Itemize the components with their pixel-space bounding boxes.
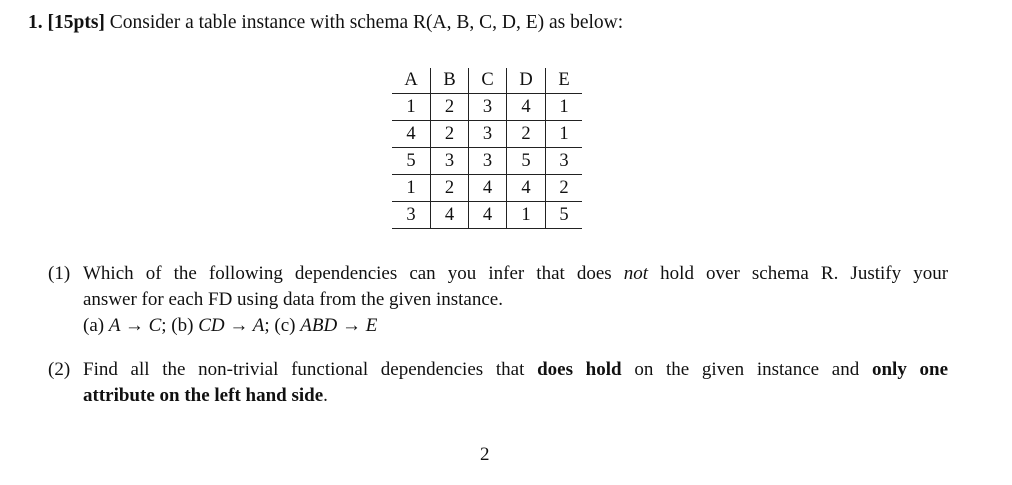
table-cell: 2 — [431, 175, 469, 202]
table-cell: 3 — [546, 148, 583, 175]
fd-label-b: ; (b) — [161, 315, 194, 336]
table-row — [392, 94, 582, 121]
fd-a: A → C — [108, 315, 162, 336]
page-number: 2 — [480, 444, 490, 465]
table-cell: 1 — [406, 97, 416, 117]
table-cell: 5 — [406, 151, 416, 171]
table-cell: 3 — [469, 148, 507, 175]
relation-instance-table — [392, 68, 582, 229]
part-1-line-1 — [83, 261, 948, 287]
part-2-bold: attribute on the left hand side — [83, 385, 324, 406]
column-header: B — [431, 68, 469, 94]
table-cell: 3 — [431, 148, 469, 175]
table-cell: 5 — [546, 202, 583, 229]
part-2-line-2 — [83, 383, 948, 409]
column-header: A — [404, 70, 418, 90]
part-2-bold: only one — [871, 359, 949, 380]
table-cell: 1 — [507, 202, 546, 229]
table-cell: 2 — [507, 121, 546, 148]
part-1 — [48, 261, 948, 339]
table-cell: 4 — [507, 175, 546, 202]
part-1-text: Which of the following dependencies can you infer that does — [83, 263, 612, 284]
table-cell: 1 — [406, 178, 416, 198]
part-2-line-1 — [83, 357, 948, 383]
table-row — [392, 175, 582, 202]
table-cell: 2 — [431, 121, 469, 148]
question-points: [15pts] — [47, 12, 105, 33]
table-cell: 5 — [507, 148, 546, 175]
table-cell: 1 — [546, 94, 583, 121]
part-1-number: (1) — [48, 263, 71, 284]
table-cell: 2 — [431, 94, 469, 121]
fd-c: ABD → E — [300, 315, 378, 336]
table-row — [392, 148, 582, 175]
part-2-text: Find all the non-trivial functional dependencies that — [83, 359, 525, 380]
part-2-bold: does hold — [537, 359, 622, 380]
part-1-line-2: answer for each FD using data from the given instance. — [83, 289, 503, 310]
table-cell: 4 — [469, 202, 507, 229]
table-cell: 4 — [406, 124, 416, 144]
column-header: E — [546, 68, 583, 94]
part-2-text: . — [323, 385, 328, 406]
table-cell: 3 — [469, 121, 507, 148]
fd-label-c: ; (c) — [264, 315, 296, 336]
fd-b: CD → A — [198, 315, 265, 336]
part-2-number: (2) — [48, 359, 71, 380]
table-cell: 4 — [469, 175, 507, 202]
question-prompt: Consider a table instance with schema R(A, B, C, D, E) as below: — [109, 12, 624, 33]
fd-label-a: (a) — [83, 315, 105, 336]
part-2 — [48, 357, 948, 409]
part-1-fd-list — [83, 313, 948, 339]
question-number: 1. — [28, 12, 43, 33]
table-cell: 3 — [406, 205, 416, 225]
table-row — [392, 202, 582, 229]
table-cell: 4 — [431, 202, 469, 229]
table-cell: 4 — [507, 94, 546, 121]
column-header: D — [507, 68, 546, 94]
question-heading — [28, 12, 623, 34]
table-header-row — [392, 68, 582, 94]
column-header: C — [469, 68, 507, 94]
table-row — [392, 121, 582, 148]
table-cell: 2 — [546, 175, 583, 202]
part-2-text: on the given instance and — [634, 359, 860, 380]
part-1-emphasis: not — [623, 263, 649, 284]
table-cell: 1 — [546, 121, 583, 148]
part-1-text: hold over schema R. Justify your — [660, 263, 949, 284]
table-cell: 3 — [469, 94, 507, 121]
